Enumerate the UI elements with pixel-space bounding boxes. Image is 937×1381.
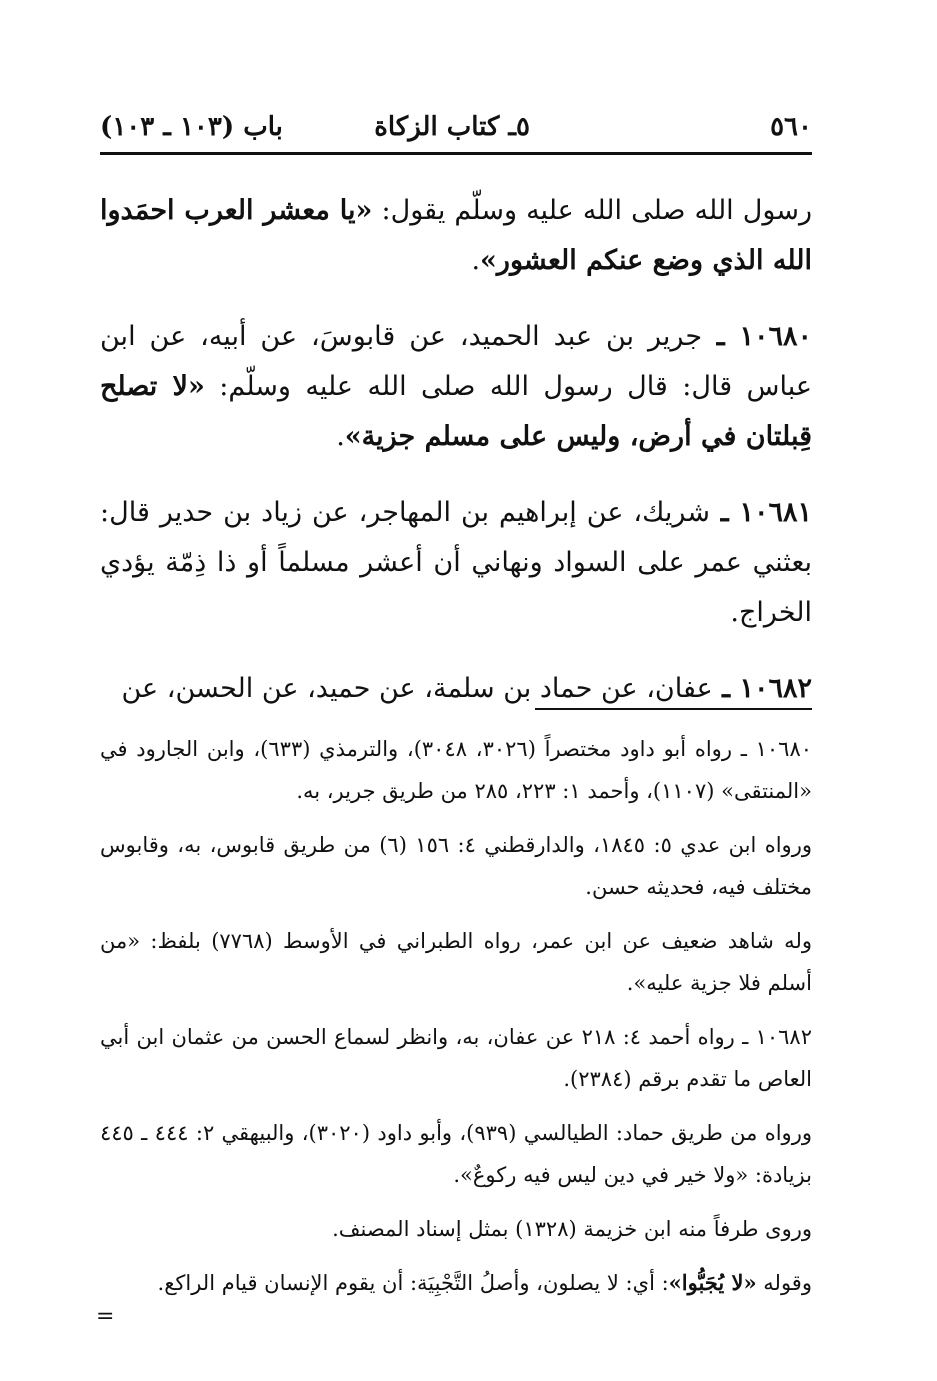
hadith-quote: «لا تصلح قِبلتان في أرض، وليس على مسلم جزية» [100, 371, 812, 452]
hadith-text: رسول الله صلى الله عليه وسلّم يقول: [372, 195, 812, 226]
footnote-gloss [100, 1262, 812, 1304]
gloss-definition: : أي: لا يصلون، وأصلُ التَّجْبِيَة: أن يقوم الإنسان قيام الراكع. [157, 1271, 669, 1295]
footnote-rule [535, 708, 812, 710]
hadith-text: شريك، عن إبراهيم بن المهاجر، عن زياد بن حدير قال: بعثني عمر على السواد ونهاني أن أعشر مسلماً أو ذا ذِمّة يؤدي الخراج. [100, 497, 812, 628]
continuation-mark: = [96, 1304, 115, 1329]
footnote-ibn-khuzayma: وروى طرفاً منه ابن خزيمة (١٣٢٨) بمثل إسناد المصنف. [332, 1217, 812, 1241]
footnote-10680: ١٠٦٨٠ ـ رواه أبو داود مختصراً (٣٠٢٦، ٣٠٤٨)، والترمذي (٦٣٣)، وابن الجارود في «المنتقى» (١١٠٧)، وأحمد ١: ٢٢٣، ٢٨٥ من طريق جرير، به. [100, 737, 813, 803]
gloss-intro: وقوله [756, 1271, 812, 1295]
header-rule [100, 152, 812, 155]
book-title: ٥ـ كتاب الزكاة [374, 112, 530, 142]
footnote-10682: ١٠٦٨٢ ـ رواه أحمد ٤: ٢١٨ عن عفان، به، وانظر لسماع الحسن من عثمان ابن أبي العاص ما تقدم برقم (٢٣٨٤). [100, 1025, 812, 1091]
footnote-shahid: وله شاهد ضعيف عن ابن عمر، رواه الطبراني في الأوسط (٧٧٦٨) بلفظ: «من أسلم فلا جزية عليه». [100, 929, 812, 995]
footnote-hammad: ورواه من طريق حماد: الطيالسي (٩٣٩)، وأبو داود (٣٠٢٠)، والبيهقي ٢: ٤٤٤ ـ ٤٤٥ بزيادة: «ولا خير في دين ليس فيه ركوعٌ». [100, 1121, 812, 1187]
footnote-ibn-adi: ورواه ابن عدي ٥: ١٨٤٥، والدارقطني ٤: ١٥٦ (٦) من طريق قابوس، به، وقابوس مختلف فيه، فحديثه حسن. [100, 833, 812, 899]
page-number: ٥٦٠ [770, 112, 812, 142]
main-text [100, 186, 812, 740]
hadith-number: ١٠٦٨١ ـ [709, 497, 812, 528]
hadith-10681 [100, 488, 812, 638]
chapter-title: باب (١٠٣ ـ ١٠٣) [100, 112, 283, 142]
footnotes [100, 728, 812, 1316]
hadith-10680 [100, 312, 812, 462]
hadith-text: جرير بن عبد الحميد، عن قابوسَ، عن أبيه، عن ابن عباس قال: قال رسول الله صلى الله عليه وسلّم: [100, 321, 812, 402]
hadith-end: . [471, 245, 481, 276]
hadith-end: . [336, 421, 345, 452]
hadith-continuation [100, 186, 812, 286]
running-header [100, 112, 812, 150]
hadith-quote: «يا معشر العرب احمَدوا الله الذي وضع عنكم العشور» [100, 195, 812, 276]
hadith-number: ١٠٦٨٢ ـ [712, 673, 812, 704]
hadith-number: ١٠٦٨٠ ـ [702, 321, 812, 352]
hadith-10682 [100, 664, 812, 714]
gloss-term: «لا يُجَبُّوا» [668, 1270, 757, 1295]
hadith-text: عفان، عن حماد بن سلمة، عن حميد، عن الحسن، عن [121, 673, 713, 704]
